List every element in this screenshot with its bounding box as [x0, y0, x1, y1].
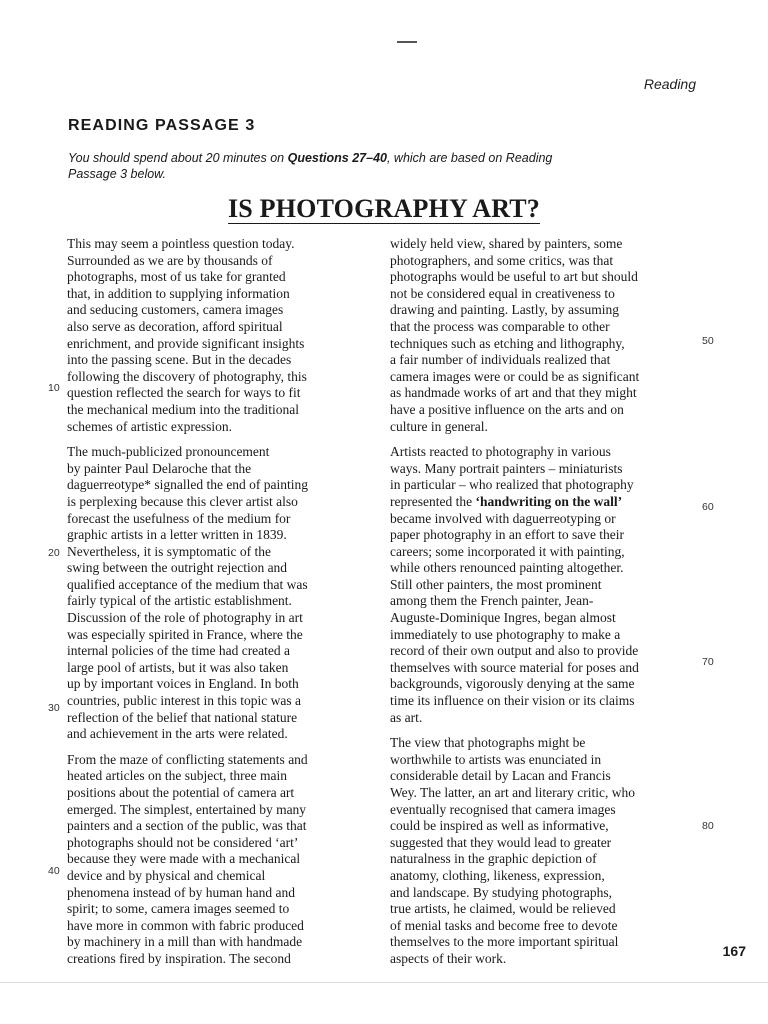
bottom-rule — [0, 982, 768, 983]
article-title-text: IS PHOTOGRAPHY ART? — [227, 194, 541, 223]
paragraph-1: This may seem a pointless question today. Surrounded as we are by thousands of photographs, most of us take for granted that, in addition to supplying information and seducing customers, camera images also serve as decoration, afford spiritual enrichment, and provide significant insights into the passing scene. But in the decades following the discovery of photography, this question reflected the search for ways to fit the mechanical medium into the traditional schemes of artistic expression. — [67, 236, 307, 434]
line-number-30: 30 — [48, 702, 60, 714]
paragraph-5-start: Artists reacted to photography in various ways. Many portrait painters – miniaturists in particular – who realized that photography represented the — [390, 444, 634, 509]
paragraph-3: From the maze of conflicting statements and heated articles on the subject, three main positions about the potential of camera art emerged. The simplest, entertained by many painters and a section of the public, was that photographs should not be considered ‘art’ because they were made with a mechanical device and by physical and chemical phenomena instead of by human hand and spirit; to some, camera images seemed to have more in common with fabric produced by machinery in a mill than with handmade creations fired by inspiration. The second — [67, 751, 308, 966]
instructions — [68, 150, 628, 182]
instructions-questions: Questions 27–40 — [287, 151, 387, 165]
line-number-40: 40 — [48, 865, 60, 877]
section-heading: READING PASSAGE 3 — [68, 117, 256, 134]
paragraph-4: widely held view, shared by painters, some photographers, and some critics, was that photographs would be useful to art but should not be considered equal in creativeness to drawing and painting. Lastly, by assuming that the process was comparable to other techniques such as etching and lithography, a fair number of individuals realized that camera images were or could be as significant as handmade works of art and that they might have a positive influence on the arts and on culture in general. — [390, 236, 640, 434]
instructions-text-after: , which are based on Reading Passage 3 below. — [68, 151, 553, 181]
paragraph-5 — [390, 444, 690, 726]
page-top-mark — [397, 41, 417, 43]
instructions-text-before: You should spend about 20 minutes on — [68, 151, 288, 165]
running-head: Reading — [643, 76, 696, 92]
paragraph-2: The much-publicized pronouncement by painter Paul Delaroche that the daguerreotype* signalled the end of painting is perplexing because this clever artist also forecast the usefulness of the medium for graphic artists in a letter written in 1839. Nevertheless, it is symptomatic of the swing between the outright rejection and qualified acceptance of the medium that was fairly typical of the artistic establishment. Discussion of the role of photography in art was especially spirited in France, where the internal policies of the time had created a large pool of artists, but it was also taken up by important voices in England. In both countries, public interest in this topic was a reflection of the belief that national stature and achievement in the arts were related. — [67, 444, 309, 742]
line-number-70: 70 — [702, 656, 714, 668]
paragraph-5-end: became involved with daguerreotyping or paper photography in an effort to save their careers; some incorporated it with painting, while others renounced painting altogether. Still other painters, the most prominent among them the French painter, Jean- Auguste-Dominique Ingres, began almost immediately to use photography to make a record of their own output and also to provide themselves with source material for poses and backgrounds, vigorously denying at the same time its influence on their vision or its claims as art. — [390, 510, 639, 725]
left-column — [67, 236, 367, 977]
line-number-50: 50 — [702, 335, 714, 347]
line-number-60: 60 — [702, 501, 714, 513]
article-title — [0, 194, 768, 224]
line-number-20: 20 — [48, 547, 60, 559]
handwriting-on-the-wall-phrase: ‘handwriting on the wall’ — [475, 493, 623, 509]
line-number-10: 10 — [48, 382, 60, 394]
line-number-80: 80 — [702, 820, 714, 832]
paragraph-6: The view that photographs might be worthwhile to artists was enunciated in considerable detail by Lacan and Francis Wey. The latter, an art and literary critic, who eventually recognised that camera images could be inspired as well as informative, suggested that they would lead to greater naturalness in the graphic depiction of anatomy, clothing, likeness, expression, and landscape. By studying photographs, true artists, he claimed, would be relieved of menial tasks and become free to devote themselves to the more important spiritual aspects of their work. — [390, 735, 636, 966]
page-number: 167 — [722, 943, 746, 959]
right-column — [390, 236, 690, 977]
